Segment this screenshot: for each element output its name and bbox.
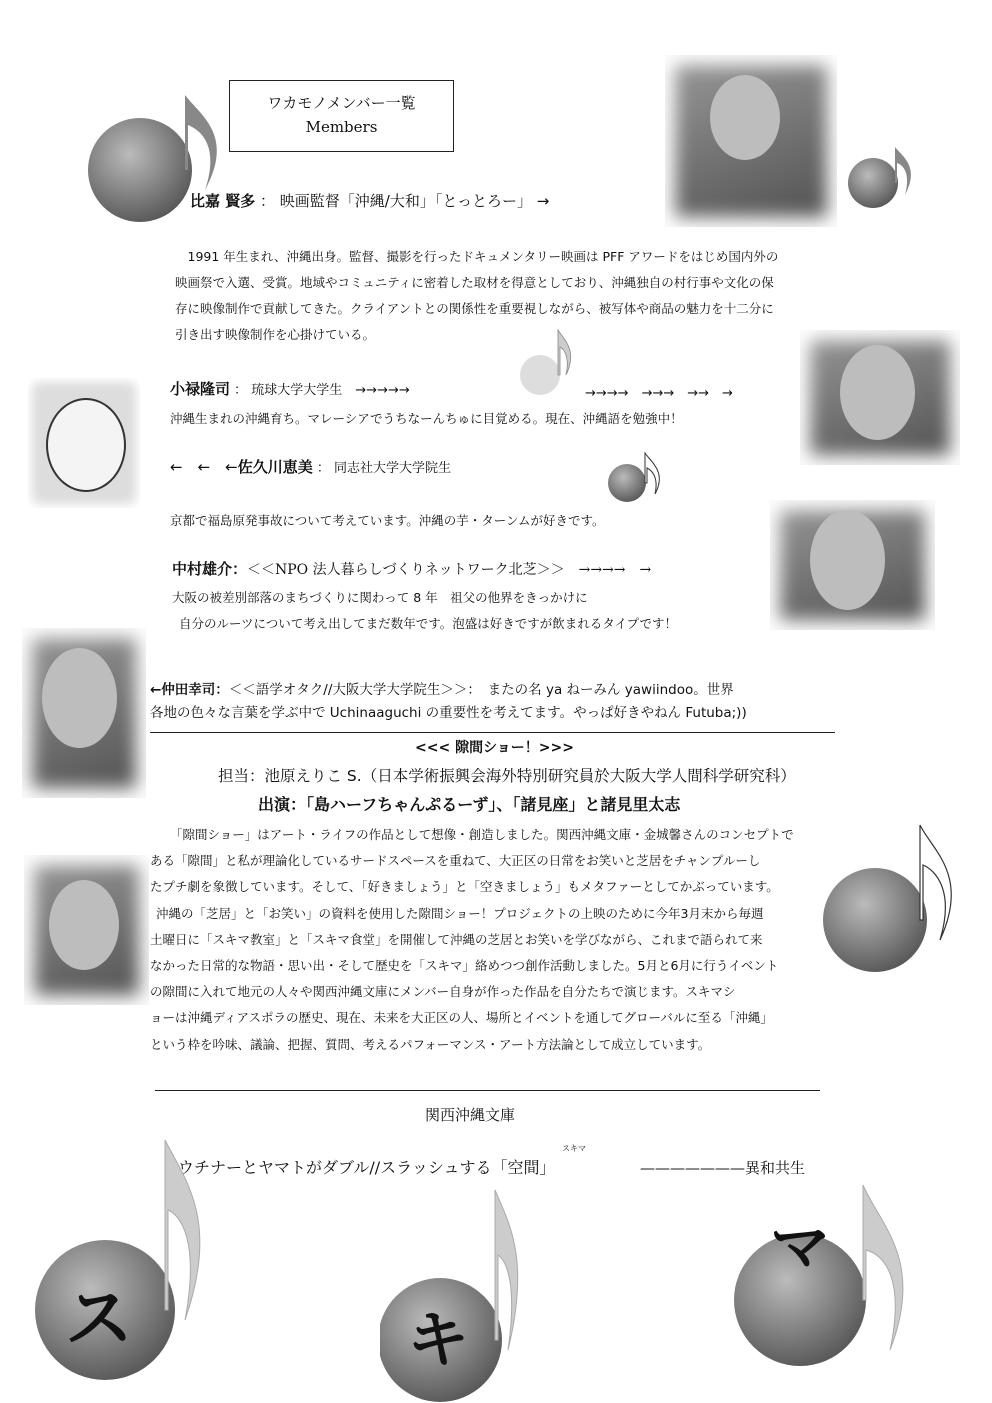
member-role: ： 同志社大学大学院生 bbox=[312, 461, 451, 476]
org-name: 関西沖縄文庫 bbox=[425, 1106, 516, 1124]
show-line: ョーは沖縄ディアスポラの歴史、現在、未来を大正区の人、場所とイベントを通してグローバルに至る「沖縄」 bbox=[150, 1010, 773, 1026]
ruby-text: スキマ bbox=[562, 1144, 586, 1153]
bio-line: 大阪の被差別部落のまちづくりに関わって 8 年 祖父の他界をきっかけに bbox=[172, 590, 588, 605]
bio-line: 存に映像制作で貢献してきた。クライアントとの関係性を重要視しながら、被写体や商品の魅力を十二分に bbox=[175, 301, 774, 316]
member-bio-sakugawa: 京都で福島原発事故について考えています。沖縄の芋・ターンムが好きです。 bbox=[170, 513, 605, 528]
member-heading-higa bbox=[190, 190, 549, 211]
show-cast: 出演：「島ハーフちゃんぷるーず」、「諸見座」と諸見里太志 bbox=[258, 795, 681, 814]
show-line: ある「隙間」と私が理論化しているサードスペースを重ねて、大正区の日常をお笑いと芝居をチャンプルーし bbox=[150, 853, 761, 869]
member-name: ←仲田幸司： bbox=[150, 682, 229, 698]
bio-line: 1991 年生まれ、沖縄出身。監督、撮影を行ったドキュメンタリー映画は PFF アワードをはじめ国内外の bbox=[175, 249, 779, 264]
member-photo-ikehara bbox=[24, 855, 149, 1005]
title-jp: ワカモノメンバー一覧 bbox=[267, 94, 416, 112]
divider bbox=[155, 1090, 820, 1091]
music-note-icon bbox=[845, 145, 925, 215]
show-line: なかった日常的な物語・思い出・そして歴史を「スキマ」絡めつつ創作活動しました。5月と6月に行うイベント bbox=[150, 958, 779, 974]
member-name: 小禄隆司 bbox=[170, 380, 231, 398]
member-photo-higa bbox=[665, 55, 837, 227]
member-photo-nakada bbox=[22, 628, 146, 798]
music-note-icon bbox=[820, 820, 960, 980]
show-line: の隙間に入れて地元の人々や関西沖縄文庫にメンバー自身が作った作品を自分たちで演じます。スキマシ bbox=[150, 984, 736, 1000]
arrow-prefix: ← ← ← bbox=[170, 458, 238, 476]
tagline-suffix: ———————異和共生 bbox=[640, 1159, 806, 1177]
show-line: 土曜日に「スキマ教室」と「スキマ食堂」を開催して沖縄の芝居とお笑いを学びながら、これまで語られて来 bbox=[150, 931, 763, 947]
member-name: 比嘉 賢多 bbox=[190, 192, 256, 210]
member-bio-nakada: 各地の色々な言葉を学ぶ中で Uchinaaguchi の重要性を考えてます。やっぱ好きやねん Futuba;)) bbox=[150, 705, 747, 721]
member-heading-nakada bbox=[150, 678, 840, 698]
member-photo-nakamura bbox=[770, 500, 935, 630]
bio-line: 引き出す映像制作を心掛けている。 bbox=[175, 327, 376, 342]
member-bio-nakamura bbox=[172, 585, 677, 637]
note-letter-ma: マ bbox=[770, 1213, 830, 1283]
member-heading-sakugawa bbox=[170, 456, 451, 477]
bio-line: 映画祭で入選、受賞。地域やコミュニティに密着した取材を得意としており、沖縄独自の村行事や文化の保 bbox=[175, 275, 774, 290]
show-title: <<< 隙間ショー！>>> bbox=[415, 740, 574, 756]
title-box bbox=[229, 80, 454, 152]
member-role: ： 映画監督「沖縄/大和」「とっとろー」 → bbox=[255, 192, 550, 210]
member-photo-oroku bbox=[800, 330, 960, 465]
divider bbox=[150, 732, 835, 733]
member-heading-oroku bbox=[170, 378, 410, 399]
member-name: 佐久川恵美 bbox=[237, 458, 313, 476]
member-illustration-sakugawa bbox=[28, 378, 140, 508]
music-note-icon-ma bbox=[725, 1180, 935, 1403]
member-bio-higa bbox=[175, 244, 835, 348]
arrow-trail: →→→→ →→→ →→ → bbox=[585, 386, 733, 401]
tagline: ウチナーとヤマトがダブル//スラッシュする「空間」 bbox=[178, 1158, 556, 1177]
music-note-icon bbox=[605, 450, 675, 510]
member-heading-nakamura bbox=[172, 558, 651, 579]
note-letter-ki: キ bbox=[407, 1303, 470, 1376]
show-line: 沖縄の「芝居」と「お笑い」の資料を使用した隙間ショー！プロジェクトの上映のために今年3月末から毎週 bbox=[156, 905, 764, 921]
member-role: ＜＜語学オタク//大阪大学大学院生＞＞： またの名 ya ねーみん yawiindoo。世界 bbox=[228, 682, 734, 698]
show-charge: 担当：池原えりこ S.（日本学術振興会海外特別研究員於大阪大学人間科学研究科） bbox=[218, 767, 796, 785]
show-line: という枠を吟味、議論、把握、質問、考えるパフォーマンス・アート方法論として成立しています。 bbox=[150, 1036, 711, 1052]
show-line: 「隙間ショー」はアート・ライフの作品として想像・創造しました。関西沖縄文庫・金城馨さんのコンセプトで bbox=[170, 827, 794, 842]
member-role: ： 琉球大学大学生 →→→→→ bbox=[230, 383, 410, 398]
member-bio-oroku: 沖縄生まれの沖縄育ち。マレーシアでうちなーんちゅに目覚める。現在、沖縄語を勉強中！ bbox=[170, 411, 683, 426]
show-line: たプチ劇を象徴しています。そして、「好きましょう」と「空きましょう」もメタファーとしてかぶっています。 bbox=[150, 879, 779, 895]
member-name: 中村雄介： bbox=[172, 560, 248, 578]
title-en: Members bbox=[305, 118, 378, 136]
bio-line: 自分のルーツについて考え出してまだ数年です。泡盛は好きですが飲まれるタイプです！ bbox=[179, 616, 678, 631]
member-role: ＜＜NPO 法人暮らしづくりネットワーク北芝＞＞ →→→→ → bbox=[247, 562, 652, 578]
note-letter-su: ス bbox=[65, 1280, 134, 1359]
show-description bbox=[150, 822, 840, 1058]
